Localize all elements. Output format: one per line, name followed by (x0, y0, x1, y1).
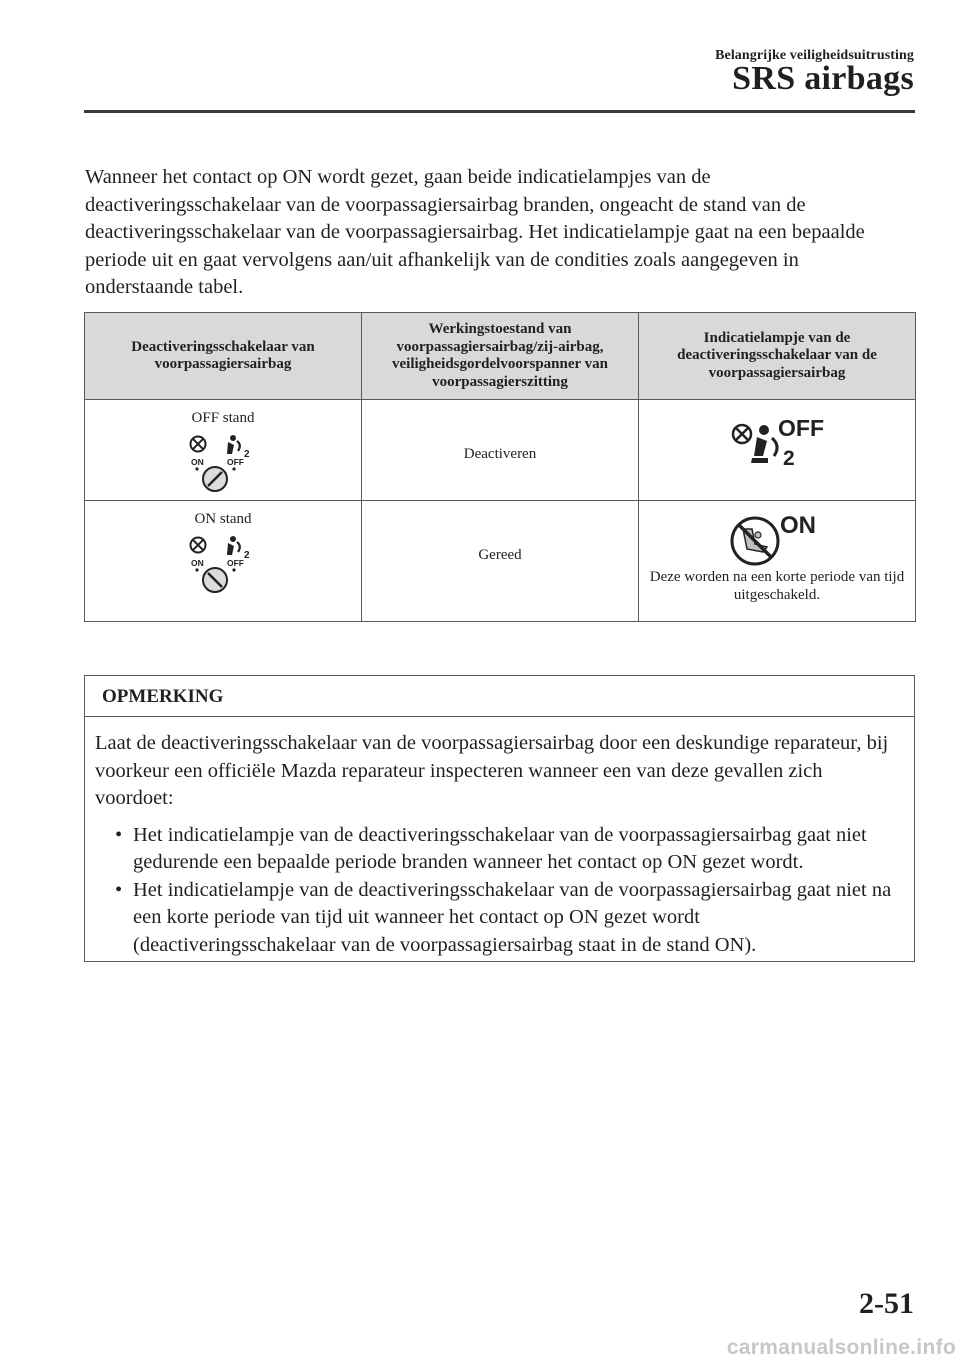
indicator-cell (639, 400, 916, 501)
table-row (85, 501, 916, 622)
header-rule (84, 110, 915, 113)
indicator-on-text: ON (780, 512, 816, 539)
deactivation-switch-on-icon (178, 533, 268, 593)
table-header-switch: Deactiveringsschakelaar van voorpassagiersairbag (85, 313, 362, 400)
bullet-icon: • (115, 823, 123, 846)
child-seat-prohibited-icon (732, 518, 778, 564)
indicator-note: Deze worden na een korte periode van tijd uitgeschakeld. (649, 569, 905, 603)
table-header-indicator: Indicatielampje van de deactiveringsschakelaar van de voorpassagiersairbag (639, 313, 916, 400)
table-header-row (85, 313, 916, 400)
indicator-cell (639, 501, 916, 622)
note-box (84, 675, 915, 962)
list-item-text: Het indicatielampje van de deactiveringsschakelaar van de voorpassagiersairbag gaat niet na een korte periode van tijd uit wanneer het contact op ON gezet wordt (deactiveringsschakelaar van de voorpassagiersairbag staat in de stand ON). (133, 878, 892, 956)
intro-paragraph: Wanneer het contact op ON wordt gezet, gaan beide indicatielampjes van de deactiveringsschakelaar van de voorpassagiersairbag branden, ongeacht de stand van de deactiveringsschakelaar van de voorpassagiersairbag. Het indicatielampje gaat na een bepaalde periode uit en gaat vervolgens aan/uit afhankelijk van de condities zoals aangegeven in onderstaande tabel. (85, 166, 865, 298)
airbag-on-indicator-icon (725, 509, 829, 567)
operating-state-label: Deactiveren (463, 446, 537, 462)
switch-position-label: ON stand (194, 511, 252, 527)
section-heading: Belangrijke veiligheidsuitrusting (715, 48, 914, 63)
indicator-num: 2 (783, 447, 795, 470)
switch-off-label: OFF (227, 557, 244, 568)
indicator-off-text: OFF (778, 416, 824, 441)
key-slot-icon (203, 467, 227, 491)
note-title: OPMERKING (85, 676, 914, 717)
passenger-airbag-prohibited-icon (191, 537, 206, 552)
mode-cell (362, 501, 639, 622)
switch-position-label: OFF stand (191, 410, 255, 426)
switch-state-table (84, 312, 916, 622)
switch-num-label: 2 (244, 448, 250, 460)
switch-on-label: ON (191, 456, 204, 467)
switch-on-label: ON (191, 557, 204, 568)
note-list (95, 822, 904, 960)
table-header-operating-state: Werkingstoestand van voorpassagiersairbag/zij-airbag, veiligheidsgordelvoorspanner van voorpassagierszitting (362, 313, 639, 400)
bullet-icon: • (115, 878, 123, 901)
deactivation-switch-off-icon (178, 432, 268, 492)
note-body (85, 717, 914, 959)
list-item (111, 877, 904, 960)
switch-cell (85, 501, 362, 622)
prohibited-circle-icon (733, 425, 751, 443)
watermark: carmanualsonline.info (726, 1336, 956, 1359)
operating-state-label: Gereed (478, 547, 522, 563)
table-row (85, 400, 916, 501)
list-item (111, 822, 904, 877)
list-item-text: Het indicatielampje van de deactiveringsschakelaar van de voorpassagiersairbag gaat niet gedurende een bepaalde periode branden wanneer het contact op ON gezet wordt. (133, 823, 867, 873)
switch-num-label: 2 (244, 549, 250, 561)
note-paragraph: Laat de deactiveringsschakelaar van de voorpassagiersairbag door een deskundige reparateur, bij voorkeur een officiële Mazda reparateur inspecteren wanneer een van deze gevallen zich voordoet: (95, 732, 889, 809)
seated-passenger-icon (751, 425, 777, 463)
passenger-airbag-icon (227, 435, 240, 454)
switch-off-label: OFF (227, 456, 244, 467)
key-slot-icon (203, 568, 227, 592)
airbag-off-indicator-icon (722, 416, 832, 478)
passenger-airbag-icon (227, 536, 240, 555)
page-number: 2-51 (859, 1287, 914, 1320)
switch-cell (85, 400, 362, 501)
passenger-airbag-prohibited-icon (191, 436, 206, 451)
page-title: SRS airbags (732, 60, 914, 97)
mode-cell (362, 400, 639, 501)
